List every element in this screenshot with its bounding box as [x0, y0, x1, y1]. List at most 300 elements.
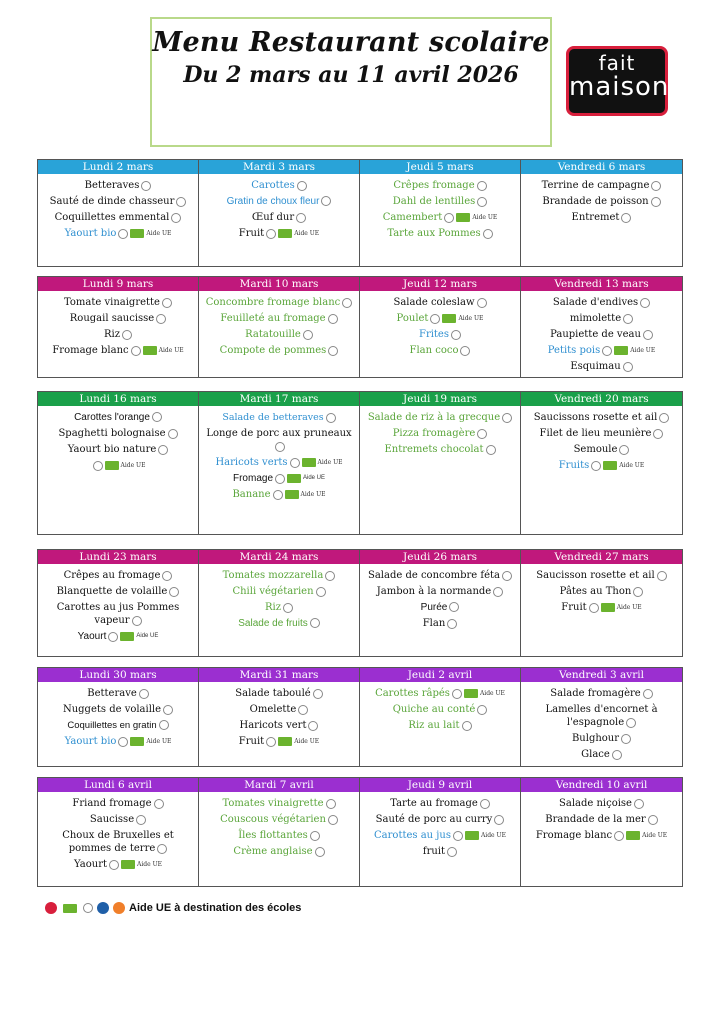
- day-header: Mardi 7 avril: [199, 778, 359, 792]
- bio-label-icon: [601, 603, 615, 612]
- legend: [45, 902, 301, 914]
- msc-fish-icon: [97, 902, 109, 914]
- dish-item: [363, 411, 517, 424]
- bio-label-icon: [130, 229, 144, 238]
- fait-maison-icon: [643, 689, 653, 699]
- day-column: [38, 550, 199, 656]
- day-column: [38, 778, 199, 886]
- dish-name: Entremet: [571, 212, 620, 223]
- aide-ue-label: Aide UE: [458, 315, 484, 322]
- dish-name: Yaourt: [73, 859, 108, 870]
- dish-name: Fruits: [558, 460, 590, 471]
- legend-text: Aide UE à destination des écoles: [129, 902, 302, 914]
- label-rouge-icon: [45, 902, 57, 914]
- dish-name: Carottes l'orange: [74, 412, 150, 423]
- fait-maison-icon: [659, 413, 669, 423]
- bio-label-icon: [465, 831, 479, 840]
- day-column: [199, 160, 360, 266]
- day-column: [521, 160, 682, 266]
- dish-item: [41, 179, 195, 192]
- fait-maison-icon: [462, 721, 472, 731]
- fait-maison-icon: [298, 705, 308, 715]
- fait-maison-icon: [657, 571, 667, 581]
- fait-maison-icon: [328, 314, 338, 324]
- dish-item: [524, 829, 679, 842]
- dish-name: Salade de concombre féta: [367, 570, 500, 581]
- dish-name: Yaourt bio: [64, 228, 117, 239]
- fait-maison-icon: [328, 815, 338, 825]
- fait-maison-icon: [296, 213, 306, 223]
- dish-name: Pizza fromagère: [392, 428, 476, 439]
- dish-name: Couscous végétarien: [220, 814, 326, 825]
- fait-maison-icon: [308, 721, 318, 731]
- day-column: [199, 778, 360, 886]
- dish-item: [524, 687, 679, 700]
- fait-maison-icon: [477, 298, 487, 308]
- day-header: Lundi 9 mars: [38, 277, 198, 291]
- dish-item: [202, 617, 356, 630]
- day-menu: [199, 564, 359, 635]
- bio-label-icon: [456, 213, 470, 222]
- dish-name: Coquillettes en gratin: [67, 720, 157, 731]
- dish-name: Ratatouille: [245, 329, 301, 340]
- dish-item: [524, 748, 679, 761]
- day-column: [521, 392, 682, 534]
- fait-maison-icon: [623, 314, 633, 324]
- fait-maison-icon: [477, 705, 487, 715]
- fait-maison-icon: [591, 461, 601, 471]
- dish-item: [41, 813, 195, 826]
- day-menu: [521, 174, 682, 229]
- fait-maison-icon: [303, 330, 313, 340]
- aide-ue-label: Aide UE: [619, 462, 645, 469]
- dish-name: Glace: [581, 749, 610, 760]
- dish-name: Haricots vert: [239, 720, 307, 731]
- fait-maison-icon: [316, 587, 326, 597]
- fait-maison-icon: [171, 213, 181, 223]
- aide-ue-label: Aide UE: [146, 738, 172, 745]
- aide-ue-label: Aide UE: [158, 347, 184, 354]
- dish-name: Haricots verts: [215, 457, 288, 468]
- day-header: Jeudi 5 mars: [360, 160, 520, 174]
- dish-name: Salade fromagère: [550, 688, 641, 699]
- aide-ue-label: Aide UE: [294, 230, 320, 237]
- dish-item: [41, 585, 195, 598]
- fait-maison-icon: [176, 197, 186, 207]
- day-menu: [360, 682, 520, 737]
- dish-name: Poulet: [396, 313, 429, 324]
- dish-name: Œuf dur: [251, 212, 295, 223]
- day-header: Vendredi 3 avril: [521, 668, 682, 682]
- bio-label-icon: [130, 737, 144, 746]
- dish-name: Tarte aux Pommes: [387, 228, 481, 239]
- fruit-icon: [113, 902, 125, 914]
- dish-name: Friand fromage: [72, 798, 152, 809]
- fait-maison-icon: [626, 718, 636, 728]
- dish-name: Tomates vinaigrette: [222, 798, 324, 809]
- fait-maison-icon: [118, 737, 128, 747]
- fait-maison-icon: [162, 298, 172, 308]
- day-column: [360, 668, 521, 766]
- dish-name: Salade de riz à la grecque: [367, 412, 501, 423]
- week-grid: [37, 391, 683, 535]
- dish-name: Paupiette de veau: [550, 329, 641, 340]
- fait-maison-icon: [326, 799, 336, 809]
- dish-name: Saucisson rosette et ail: [536, 570, 655, 581]
- dish-name: Îles flottantes: [238, 830, 308, 841]
- fait-maison-icon: [342, 298, 352, 308]
- dish-name: Yaourt bio: [64, 736, 117, 747]
- fait-maison-icon: [460, 346, 470, 356]
- dish-name: Lamelles d'encornet à l'espagnole: [545, 704, 658, 728]
- dish-item: [363, 687, 517, 700]
- dish-item: [202, 601, 356, 614]
- dish-name: Banane: [232, 489, 271, 501]
- dish-item: [41, 443, 195, 456]
- day-column: [199, 668, 360, 766]
- aide-ue-label: Aide UE: [479, 690, 505, 697]
- dish-name: Tomate vinaigrette: [64, 297, 160, 308]
- dish-item: [363, 195, 517, 208]
- fait-maison-icon: [325, 571, 335, 581]
- dish-item: [202, 472, 356, 485]
- day-header: Lundi 16 mars: [38, 392, 198, 406]
- aide-ue-label: Aide UE: [303, 475, 326, 481]
- dish-name: Brandade de la mer: [545, 814, 646, 825]
- dish-name: Salade d'endives: [552, 297, 639, 308]
- fait-maison-icon: [328, 346, 338, 356]
- dish-name: Crêpes au fromage: [63, 570, 161, 581]
- dish-item: [363, 601, 517, 614]
- week-grid: [37, 159, 683, 267]
- dish-name: Purée: [420, 602, 448, 613]
- bio-label-icon: [63, 904, 77, 913]
- dish-item: [363, 344, 517, 357]
- fait-maison-icon: [290, 458, 300, 468]
- fait-maison-icon: [477, 181, 487, 191]
- fait-maison-icon: [602, 346, 612, 356]
- dish-name: Feuilleté au fromage: [220, 313, 326, 324]
- dish-name: Flan: [422, 618, 446, 629]
- fait-maison-icon: [132, 616, 142, 626]
- page-title: Menu Restaurant scolaire: [152, 27, 550, 58]
- day-column: [521, 550, 682, 656]
- aide-ue-label: Aide UE: [472, 214, 498, 221]
- fait-maison-icon: [612, 750, 622, 760]
- day-header: Vendredi 13 mars: [521, 277, 682, 291]
- dish-name: Riz: [265, 602, 281, 613]
- dish-item: [363, 312, 517, 325]
- dish-item: [202, 312, 356, 325]
- fait-maison-icon: [653, 429, 663, 439]
- dish-item: [41, 227, 195, 240]
- fait-maison-icon: [122, 330, 132, 340]
- day-header: Lundi 23 mars: [38, 550, 198, 564]
- fait-maison-icon: [623, 362, 633, 372]
- fait-maison-icon: [154, 799, 164, 809]
- fait-maison-icon: [447, 847, 457, 857]
- fait-maison-icon: [502, 413, 512, 423]
- day-menu: [199, 174, 359, 245]
- dish-name: Nuggets de volaille: [62, 704, 162, 715]
- dish-item: [524, 344, 679, 357]
- bio-label-icon: [302, 458, 316, 467]
- dish-name: Saucissons rosette et ail: [533, 412, 658, 423]
- dish-name: Longe de porc aux pruneaux: [206, 428, 352, 439]
- dish-name: Brandade de poisson: [542, 196, 649, 207]
- aide-ue-label: Aide UE: [300, 491, 326, 499]
- dish-name: Jambon à la normande: [376, 586, 492, 597]
- day-menu: [38, 291, 198, 362]
- day-column: [38, 160, 199, 266]
- fait-maison-icon: [109, 860, 119, 870]
- dish-name: Riz au lait: [408, 720, 460, 731]
- fait-maison-icon: [158, 445, 168, 455]
- fait-maison-icon: [477, 197, 487, 207]
- day-column: [199, 277, 360, 378]
- day-menu: [360, 564, 520, 635]
- dish-item: [363, 617, 517, 630]
- fait-maison-icon: [118, 229, 128, 239]
- day-column: [38, 668, 199, 766]
- dish-item: [41, 735, 195, 748]
- day-header: Vendredi 27 mars: [521, 550, 682, 564]
- aide-ue-label: Aide UE: [146, 230, 172, 237]
- dish-name: Yaourt bio nature: [67, 444, 157, 455]
- day-column: [38, 392, 199, 534]
- dish-item: [363, 845, 517, 858]
- dish-item: [41, 829, 195, 855]
- day-header: Mardi 3 mars: [199, 160, 359, 174]
- day-menu: [38, 682, 198, 753]
- fait-maison-icon: [310, 831, 320, 841]
- day-header: Vendredi 6 mars: [521, 160, 682, 174]
- fait-maison-icon: [266, 229, 276, 239]
- day-header: Jeudi 19 mars: [360, 392, 520, 406]
- dish-name: Coquillettes emmental: [54, 212, 170, 223]
- fait-maison-icon: [452, 689, 462, 699]
- dish-name: Carottes râpés: [375, 688, 450, 699]
- day-column: [521, 277, 682, 378]
- dish-name: Betterave: [87, 688, 137, 699]
- dish-item: [363, 569, 517, 582]
- week-grid: [37, 276, 683, 378]
- bio-label-icon: [626, 831, 640, 840]
- day-header: Lundi 30 mars: [38, 668, 198, 682]
- day-header: Lundi 6 avril: [38, 778, 198, 792]
- dish-name: Sauté de porc au curry: [375, 814, 493, 825]
- dish-name: Crème anglaise: [233, 846, 313, 857]
- dish-item: [202, 797, 356, 810]
- dish-name: Blanquette de volaille: [56, 586, 168, 597]
- dish-name: Rougail saucisse: [69, 313, 155, 324]
- dish-item: [202, 456, 356, 469]
- dish-item: [524, 797, 679, 810]
- dish-name: Fromage blanc: [535, 830, 613, 841]
- dish-item: [363, 227, 517, 240]
- day-column: [38, 277, 199, 378]
- dish-item: [524, 427, 679, 440]
- day-menu: [199, 291, 359, 362]
- dish-item: [524, 601, 679, 614]
- day-menu: [360, 792, 520, 863]
- fait-maison-icon: [313, 689, 323, 699]
- fait-maison-icon: [169, 587, 179, 597]
- dish-item: [363, 829, 517, 842]
- dish-item: [202, 488, 356, 501]
- dish-item: [524, 732, 679, 745]
- bio-label-icon: [464, 689, 478, 698]
- day-menu: [521, 564, 682, 619]
- fait-maison-icon: [141, 181, 151, 191]
- dish-name: Fruit: [561, 602, 587, 613]
- dish-name: Esquimau: [570, 361, 621, 372]
- dish-name: Carottes: [251, 180, 295, 191]
- day-header: Lundi 2 mars: [38, 160, 198, 174]
- dish-item: [202, 195, 356, 208]
- dish-item: [41, 312, 195, 325]
- dish-item: [41, 427, 195, 440]
- aide-ue-label: Aide UE: [120, 462, 146, 469]
- logo-line2: maison: [569, 72, 670, 102]
- dish-item: [524, 703, 679, 729]
- dish-name: Saucisse: [89, 814, 135, 825]
- dish-item: [363, 585, 517, 598]
- fait-maison-icon: [283, 603, 293, 613]
- fait-maison-icon: [321, 196, 331, 206]
- dish-item: [202, 427, 356, 453]
- dish-name: Concombre fromage blanc: [205, 297, 341, 308]
- bio-label-icon: [121, 860, 135, 869]
- day-menu: [38, 174, 198, 245]
- fait-maison-icon: [163, 705, 173, 715]
- dish-name: Riz: [104, 329, 120, 340]
- dish-item: [524, 195, 679, 208]
- fait-maison-icon: [651, 181, 661, 191]
- dish-item: [363, 427, 517, 440]
- bio-label-icon: [603, 461, 617, 470]
- day-menu: [199, 792, 359, 863]
- dish-item: [363, 813, 517, 826]
- fait-maison-icon: [614, 831, 624, 841]
- fait-maison-icon: [326, 413, 336, 423]
- week-grid: [37, 777, 683, 887]
- day-column: [360, 550, 521, 656]
- dish-item: [524, 813, 679, 826]
- dish-item: [524, 411, 679, 424]
- dish-name: Salade taboulé: [235, 688, 311, 699]
- day-menu: [199, 406, 359, 506]
- fait-maison-icon: [310, 618, 320, 628]
- day-header: Mardi 24 mars: [199, 550, 359, 564]
- day-column: [360, 277, 521, 378]
- fait-maison-icon: [651, 197, 661, 207]
- dish-item: [524, 443, 679, 456]
- day-header: Mardi 31 mars: [199, 668, 359, 682]
- day-menu: [521, 291, 682, 378]
- dish-item: [202, 179, 356, 192]
- aide-ue-label: Aide UE: [294, 738, 320, 745]
- dish-item: [41, 719, 195, 732]
- dish-item: [202, 585, 356, 598]
- dish-item: [202, 829, 356, 842]
- dish-item: [41, 344, 195, 357]
- fait-maison-icon: [131, 346, 141, 356]
- fait-maison-icon: [168, 429, 178, 439]
- dish-item: [524, 360, 679, 373]
- fait-maison-icon: [621, 734, 631, 744]
- dish-name: Fruit: [238, 736, 265, 747]
- day-header: Jeudi 26 mars: [360, 550, 520, 564]
- dish-name: Chili végétarien: [232, 586, 314, 597]
- day-menu: [521, 682, 682, 766]
- dish-name: Frites: [419, 329, 449, 340]
- dish-name: Yaourt: [77, 631, 107, 643]
- bio-label-icon: [105, 461, 119, 470]
- day-menu: [38, 406, 198, 477]
- aide-ue-label: Aide UE: [480, 832, 506, 839]
- dish-name: Choux de Bruxelles et pommes de terre: [62, 830, 174, 854]
- bio-label-icon: [143, 346, 157, 355]
- dish-name: Fromage blanc: [52, 345, 129, 356]
- dish-name: Compote de pommes: [219, 345, 327, 356]
- aide-ue-label: Aide UE: [630, 347, 656, 354]
- dish-item: [363, 443, 517, 456]
- day-menu: [38, 792, 198, 876]
- dish-name: Filet de lieu meunière: [539, 428, 652, 439]
- dish-name: Fruit: [238, 228, 265, 239]
- dish-name: Flan coco: [409, 345, 459, 356]
- dish-item: [524, 328, 679, 341]
- aide-ue-label: Aide UE: [642, 832, 668, 839]
- dish-item: [363, 719, 517, 732]
- day-column: [199, 392, 360, 534]
- dish-name: Pâtes au Thon: [559, 586, 632, 597]
- day-column: [360, 160, 521, 266]
- bio-label-icon: [278, 229, 292, 238]
- fait-maison-icon: [156, 314, 166, 324]
- fait-maison-icon: [266, 737, 276, 747]
- dish-name: Dahl de lentilles: [392, 196, 476, 207]
- day-header: Vendredi 20 mars: [521, 392, 682, 406]
- dish-name: Salade de betteraves: [222, 412, 324, 423]
- dish-name: Camembert: [382, 212, 443, 223]
- fait-maison-icon: [589, 603, 599, 613]
- dish-name: Semoule: [573, 444, 618, 455]
- dish-item: [41, 411, 195, 424]
- dish-item: [202, 703, 356, 716]
- fait-maison-icon: [477, 429, 487, 439]
- day-menu: [360, 174, 520, 245]
- fait-maison-icon: [136, 815, 146, 825]
- fait-maison-icon: [159, 720, 169, 730]
- dish-item: [41, 328, 195, 341]
- dish-name: Betteraves: [84, 180, 140, 191]
- dish-name: Terrine de campagne: [541, 180, 650, 191]
- dish-item: [363, 211, 517, 224]
- dish-item: [202, 719, 356, 732]
- fait-maison-icon: [494, 815, 504, 825]
- week-grid: [37, 549, 683, 657]
- dish-item: [202, 344, 356, 357]
- dish-item: [202, 813, 356, 826]
- dish-item: [524, 296, 679, 309]
- dish-item: [41, 296, 195, 309]
- dish-name: Gratin de choux fleur: [226, 196, 320, 207]
- dish-name: Fromage: [232, 473, 273, 485]
- dish-name: Salade niçoise: [559, 798, 632, 809]
- dish-item: [202, 569, 356, 582]
